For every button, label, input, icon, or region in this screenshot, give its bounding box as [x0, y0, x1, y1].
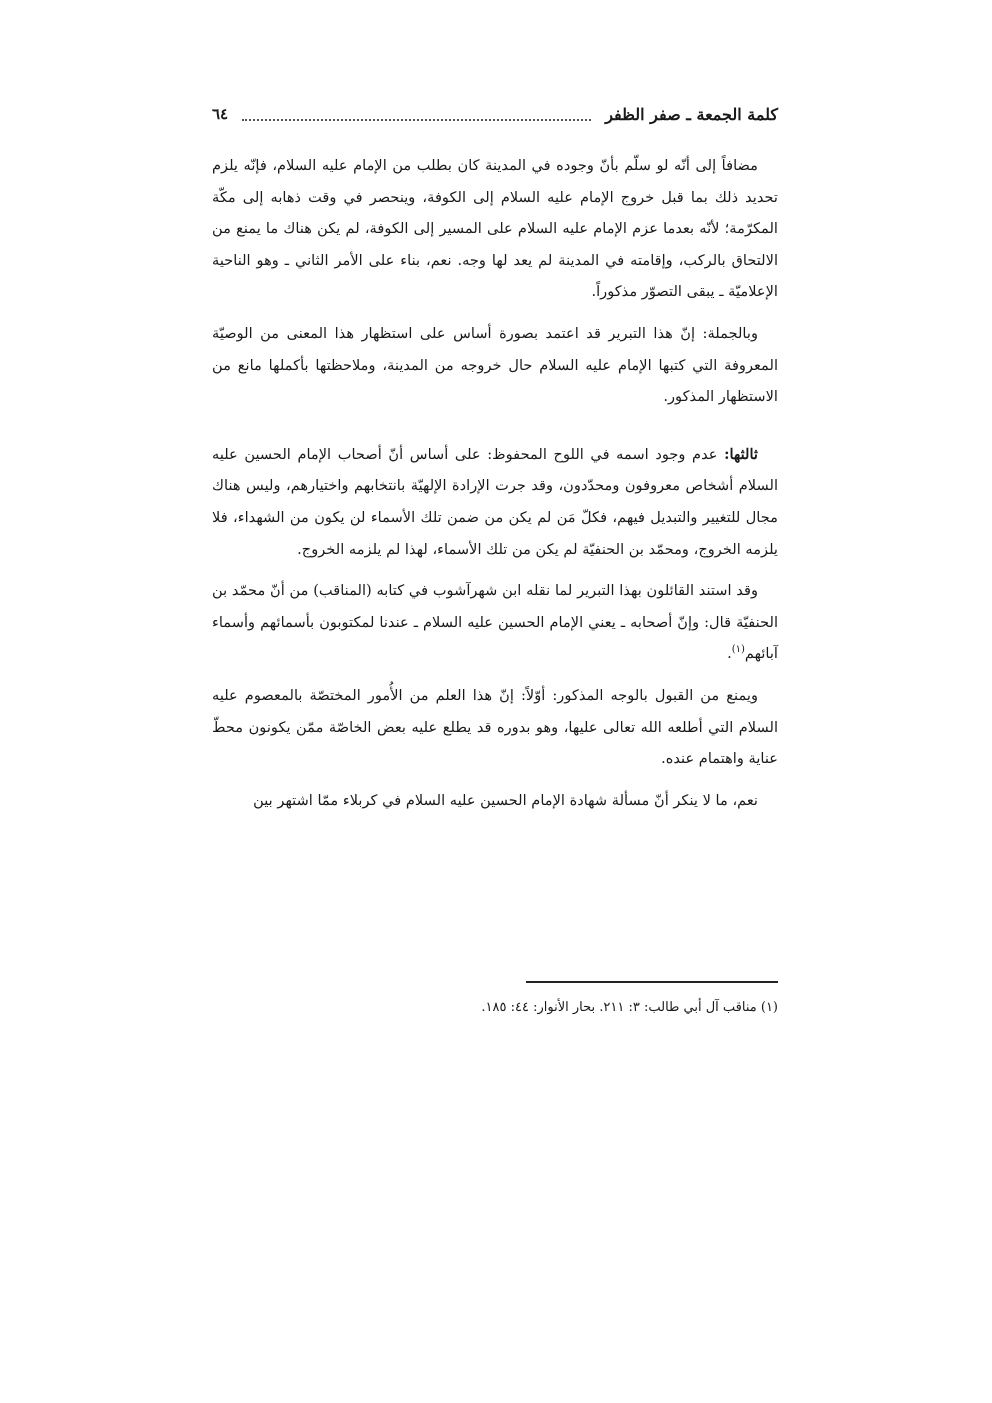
- footnote-reference[interactable]: (١): [731, 644, 745, 656]
- paragraph-lead-heading: ثالثها:: [724, 445, 758, 463]
- header-dotted-leader: [242, 119, 591, 121]
- page-body: [212, 92, 778, 816]
- paragraph-text: مضافاً إلى أنّه لو سلّم بأنّ وجوده في المدينة كان بطلب من الإمام عليه السلام، فإنّه يلزم تحديد ذلك بما قبل خروج الإمام عليه السلام إلى الكوفة، وينحصر في وقت ذهابه إلى مكّة المكرّمة؛ لأنّه بعدما عزم الإمام عليه السلام على المسير إلى الكوفة، لم يكن هناك ما يمنع من الالتحاق بالركب، وإقامته في المدينة لم يعد لها وجه. نعم، بناء على الأمر الثاني ـ وهو الناحية الإعلاميّة ـ يبقى التصوّر مذكوراً.: [212, 157, 778, 301]
- paragraph-text: نعم، ما لا ينكر أنّ مسألة شهادة الإمام الحسين عليه السلام في كربلاء ممّا اشتهر بين: [253, 791, 758, 809]
- footnote: (١) مناقب آل أبي طالب: ٣: ٢١١. بحار الأنوار: ٤٤: ١٨٥.: [481, 1000, 778, 1015]
- paragraph-text: ويمنع من القبول بالوجه المذكور: أوّلاً: إنّ هذا العلم من الأُمور المختصّة بالمعصوم عليه السلام التي أطلعه الله تعالى عليها، وهو بدوره قد يطلع عليه بعض الخاصّة ممّن يكونون محطّ عناية واهتمام عنده.: [212, 686, 778, 768]
- paragraph: [212, 150, 778, 308]
- page-number: ٦٤: [212, 105, 229, 123]
- paragraph-text: وبالجملة: إنّ هذا التبرير قد اعتمد بصورة أساس على استظهار هذا المعنى من الوصيّة المعروفة التي كتبها الإمام عليه السلام حال خروجه من المدينة، وملاحظتها بأكملها مانع من الاستظهار المذكور.: [212, 324, 778, 406]
- paragraph-text: عدم وجود اسمه في اللوح المحفوظ: على أساس أنّ أصحاب الإمام الحسين عليه السلام أشخاص معروفون ومحدّدون، وقد جرت الإرادة الإلهيّة بانتخابهم واختيارهم، وليس هناك مجال للتغيير والتبديل فيهم، فكلّ مَن لم يكن من ضمن تلك الأسماء لن يكون من الشهداء، فلا يلزمه الخروج، ومحمّد بن الحنفيّة لم يكن من تلك الأسماء، لهذا لم يلزمه الخروج.: [212, 445, 778, 558]
- running-header: [212, 92, 778, 136]
- paragraph: [212, 575, 778, 670]
- footnote-separator: [526, 981, 778, 983]
- paragraph-text-tail: .: [727, 645, 732, 663]
- main-text: [212, 150, 778, 816]
- running-title: كلمة الجمعة ـ صفر الظفر: [605, 104, 778, 124]
- paragraph-text: وقد استند القائلون بهذا التبرير لما نقله ابن شهرآشوب في كتابه (المناقب) من أنّ محمّد بن الحنفيّة قال: وإنّ أصحابه ـ يعني الإمام الحسين عليه السلام ـ عندنا لمكتوبون بأسمائهم وأسماء آبائهم: [212, 582, 778, 663]
- paragraph: [212, 439, 778, 565]
- paragraph: [212, 680, 778, 775]
- paragraph: [212, 318, 778, 413]
- paragraph: [212, 785, 778, 817]
